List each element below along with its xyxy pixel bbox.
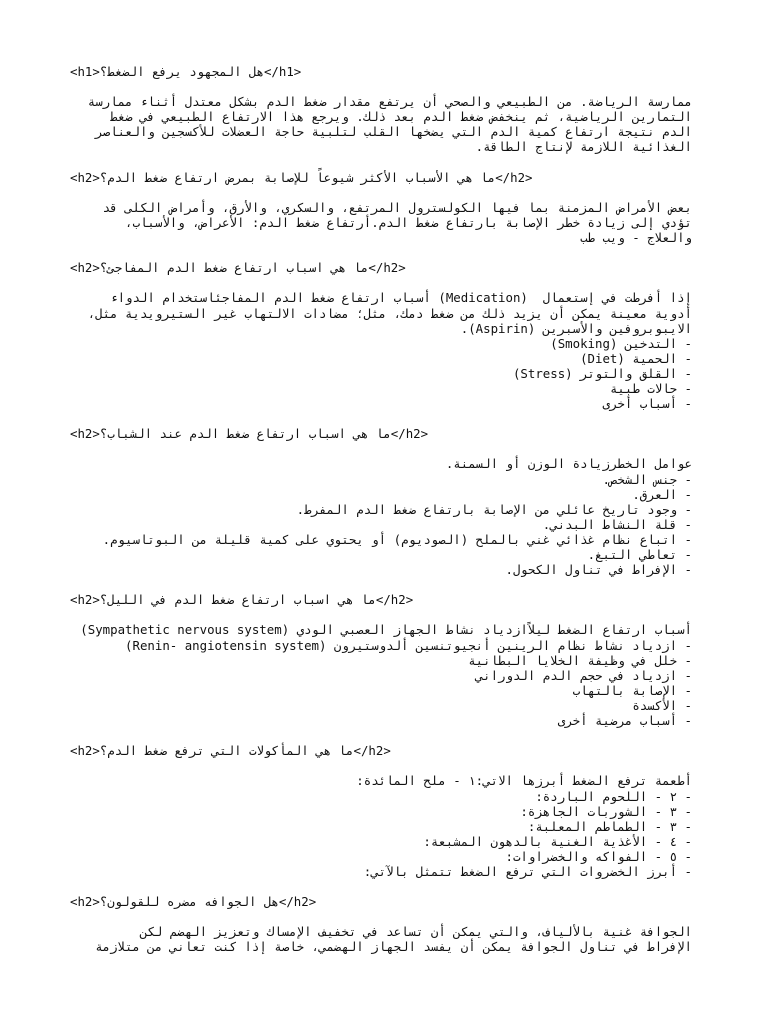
- section-youth-causes: [70, 426, 692, 592]
- list-item: - القلق والتوتر (Stress): [512, 365, 692, 381]
- section-exercise: [70, 64, 692, 170]
- section-foods: [70, 743, 692, 894]
- paragraph-line: تؤدي إلى زيادة خطر الإصابة بارتفاع ضغط الدم.أرتفاع ضغط الدم: الأعراض، والأسباب،: [125, 214, 692, 230]
- paragraph-line: الايبوبروفين والأسبرين (Aspirin).: [460, 320, 692, 336]
- section-guava: [70, 894, 692, 954]
- list-item: - تعاطي التبغ.: [587, 547, 692, 562]
- blank-line: [70, 879, 692, 894]
- paragraph-line: أطعمة ترفع الضغط أبرزها الاتي:١ - ملح المائدة:: [356, 773, 692, 789]
- blank-line: [70, 758, 692, 773]
- paragraph-line: التمارين الرياضية، ثم ينخفض ضغط الدم بعد ذلك. ويرجع هذا الارتفاع الطبيعي في ضغط: [110, 109, 692, 125]
- blank-line: [70, 275, 692, 290]
- blank-line: [70, 441, 692, 456]
- paragraph-line: والعلاج - ويب طب: [580, 230, 692, 246]
- paragraph-line: أسباب ارتفاع الضغط ليلاًازدياد نشاط الجهاز العصبي الودي (Sympathetic nervous system): [80, 622, 692, 638]
- heading-h1: <h1>هل المجهود يرفع الضغط؟</h1>: [70, 64, 302, 79]
- heading-h2: <h2>ما هي الأسباب الأكثر شيوعاً للإصابة بمرض ارتفاع ضغط الدم؟</h2>: [70, 169, 533, 185]
- blank-line: [70, 607, 692, 622]
- list-item: - ٢ - اللحوم الباردة:: [535, 788, 692, 804]
- blank-line: [70, 728, 692, 743]
- list-item: - أبرز الخضروات التي ترفع الضغط تتمثل بالآتي:: [363, 863, 692, 879]
- paragraph-line: أدوية معينة يمكن أن يزيد ذلك من ضغط دمك، مثل؛ مضادات الالتهاب غير الستيرويدية مثل،: [87, 305, 692, 321]
- heading-h2: <h2>ما هي اسباب ارتفاع ضغط الدم عند الشباب؟</h2>: [70, 426, 429, 442]
- heading-h2: <h2>هل الجوافه مضره للقولون؟</h2>: [70, 894, 317, 910]
- list-item: - ٥ - الفواكه والخضراوات:: [505, 848, 692, 864]
- list-item: - أسباب مرضية أخرى: [557, 713, 692, 729]
- list-item: - جنس الشخص.: [602, 471, 692, 487]
- list-item: - الإصابة بالتهاب: [572, 682, 692, 698]
- paragraph-line: الدم نتيجة ارتفاع كمية الدم التي يضخها القلب لتلبية حاجة العضلات للأكسجين والعناصر: [95, 124, 692, 140]
- list-item: - قلة النشاط البدني.: [542, 516, 692, 532]
- paragraph-line: ممارسة الرياضة. من الطبيعي والصحي أن يرتفع مقدار ضغط الدم بشكل معتدل أثناء ممارسة: [87, 94, 692, 110]
- list-item: - وجود تاريخ عائلي من الإصابة بارتفاع ضغط الدم المفرط.: [296, 501, 692, 517]
- heading-h2: <h2>ما هي اسباب ارتفاع ضغط الدم في الليل؟</h2>: [70, 592, 414, 608]
- list-item: - ازدياد نشاط نظام الرينين أنجيوتنسين ألدوستيرون (Renin- angiotensin system): [125, 637, 692, 653]
- paragraph-line: الجوافة غنية بالألياف، والتي يمكن أن تساعد في تخفيف الإمساك وتعزيز الهضم لكن: [139, 924, 692, 940]
- list-item: - الأكسدة: [632, 697, 692, 713]
- document-page: [70, 64, 692, 955]
- list-item: - ٤ - الأغذية الغنية بالدهون المشبعة:: [423, 833, 692, 849]
- list-item: - العرق.: [632, 486, 692, 502]
- list-item: - ازدياد في حجم الدم الدوراني: [475, 667, 692, 683]
- blank-line: [70, 245, 692, 260]
- heading-h2: <h2>ما هي اسباب ارتفاع ضغط الدم المفاجئ؟</h2>: [70, 260, 406, 276]
- section-night-causes: [70, 592, 692, 743]
- blank-line: [70, 909, 692, 924]
- section-sudden-causes: [70, 260, 692, 426]
- blank-line: [70, 79, 692, 94]
- paragraph-line: إذا أفرطت في إستعمال (Medication) أسباب ارتفاع ضغط الدم المفاجئاستخدام الدواء: [110, 290, 692, 306]
- list-item: - الإفراط في تناول الكحول.: [505, 562, 692, 578]
- list-item: - التدخين (Smoking): [550, 335, 692, 351]
- heading-h2: <h2>ما هي المأكولات التي ترفع ضغط الدم؟</h2>: [70, 743, 391, 759]
- paragraph-line: الإفراط في تناول الجوافة يمكن أن يفسد الجهاز الهضمي، خاصة إذا كنت تعاني من متلازمة: [95, 939, 692, 955]
- list-item: - اتباع نظام غذائي غني بالملح (الصوديوم) أو يحتوي على كمية قليلة من البوتاسيوم.: [102, 531, 692, 547]
- blank-line: [70, 577, 692, 592]
- paragraph-line: الغذائية اللازمة لإنتاج الطاقة.: [475, 139, 692, 155]
- list-item: - ٣ - الطماطم المعلبة:: [527, 818, 692, 834]
- blank-line: [70, 155, 692, 170]
- list-item: - ٣ - الشوربات الجاهزة:: [520, 803, 692, 819]
- list-item: - خلل في وظيفة الخلايا البطانية: [468, 652, 692, 668]
- paragraph-line: عوامل الخطرزيادة الوزن أو السمنة.: [445, 456, 692, 472]
- blank-line: [70, 185, 692, 200]
- blank-line: [70, 411, 692, 426]
- list-item: - الحمية (Diet): [580, 350, 692, 366]
- paragraph-line: بعض الأمراض المزمنة بما فيها الكولسترول المرتفع، والسكري، والأرق، وأمراض الكلى قد: [102, 199, 692, 215]
- section-common-causes: [70, 170, 692, 261]
- list-item: - أسباب أخرى: [602, 396, 692, 412]
- list-item: - حالات طبية: [609, 380, 692, 396]
